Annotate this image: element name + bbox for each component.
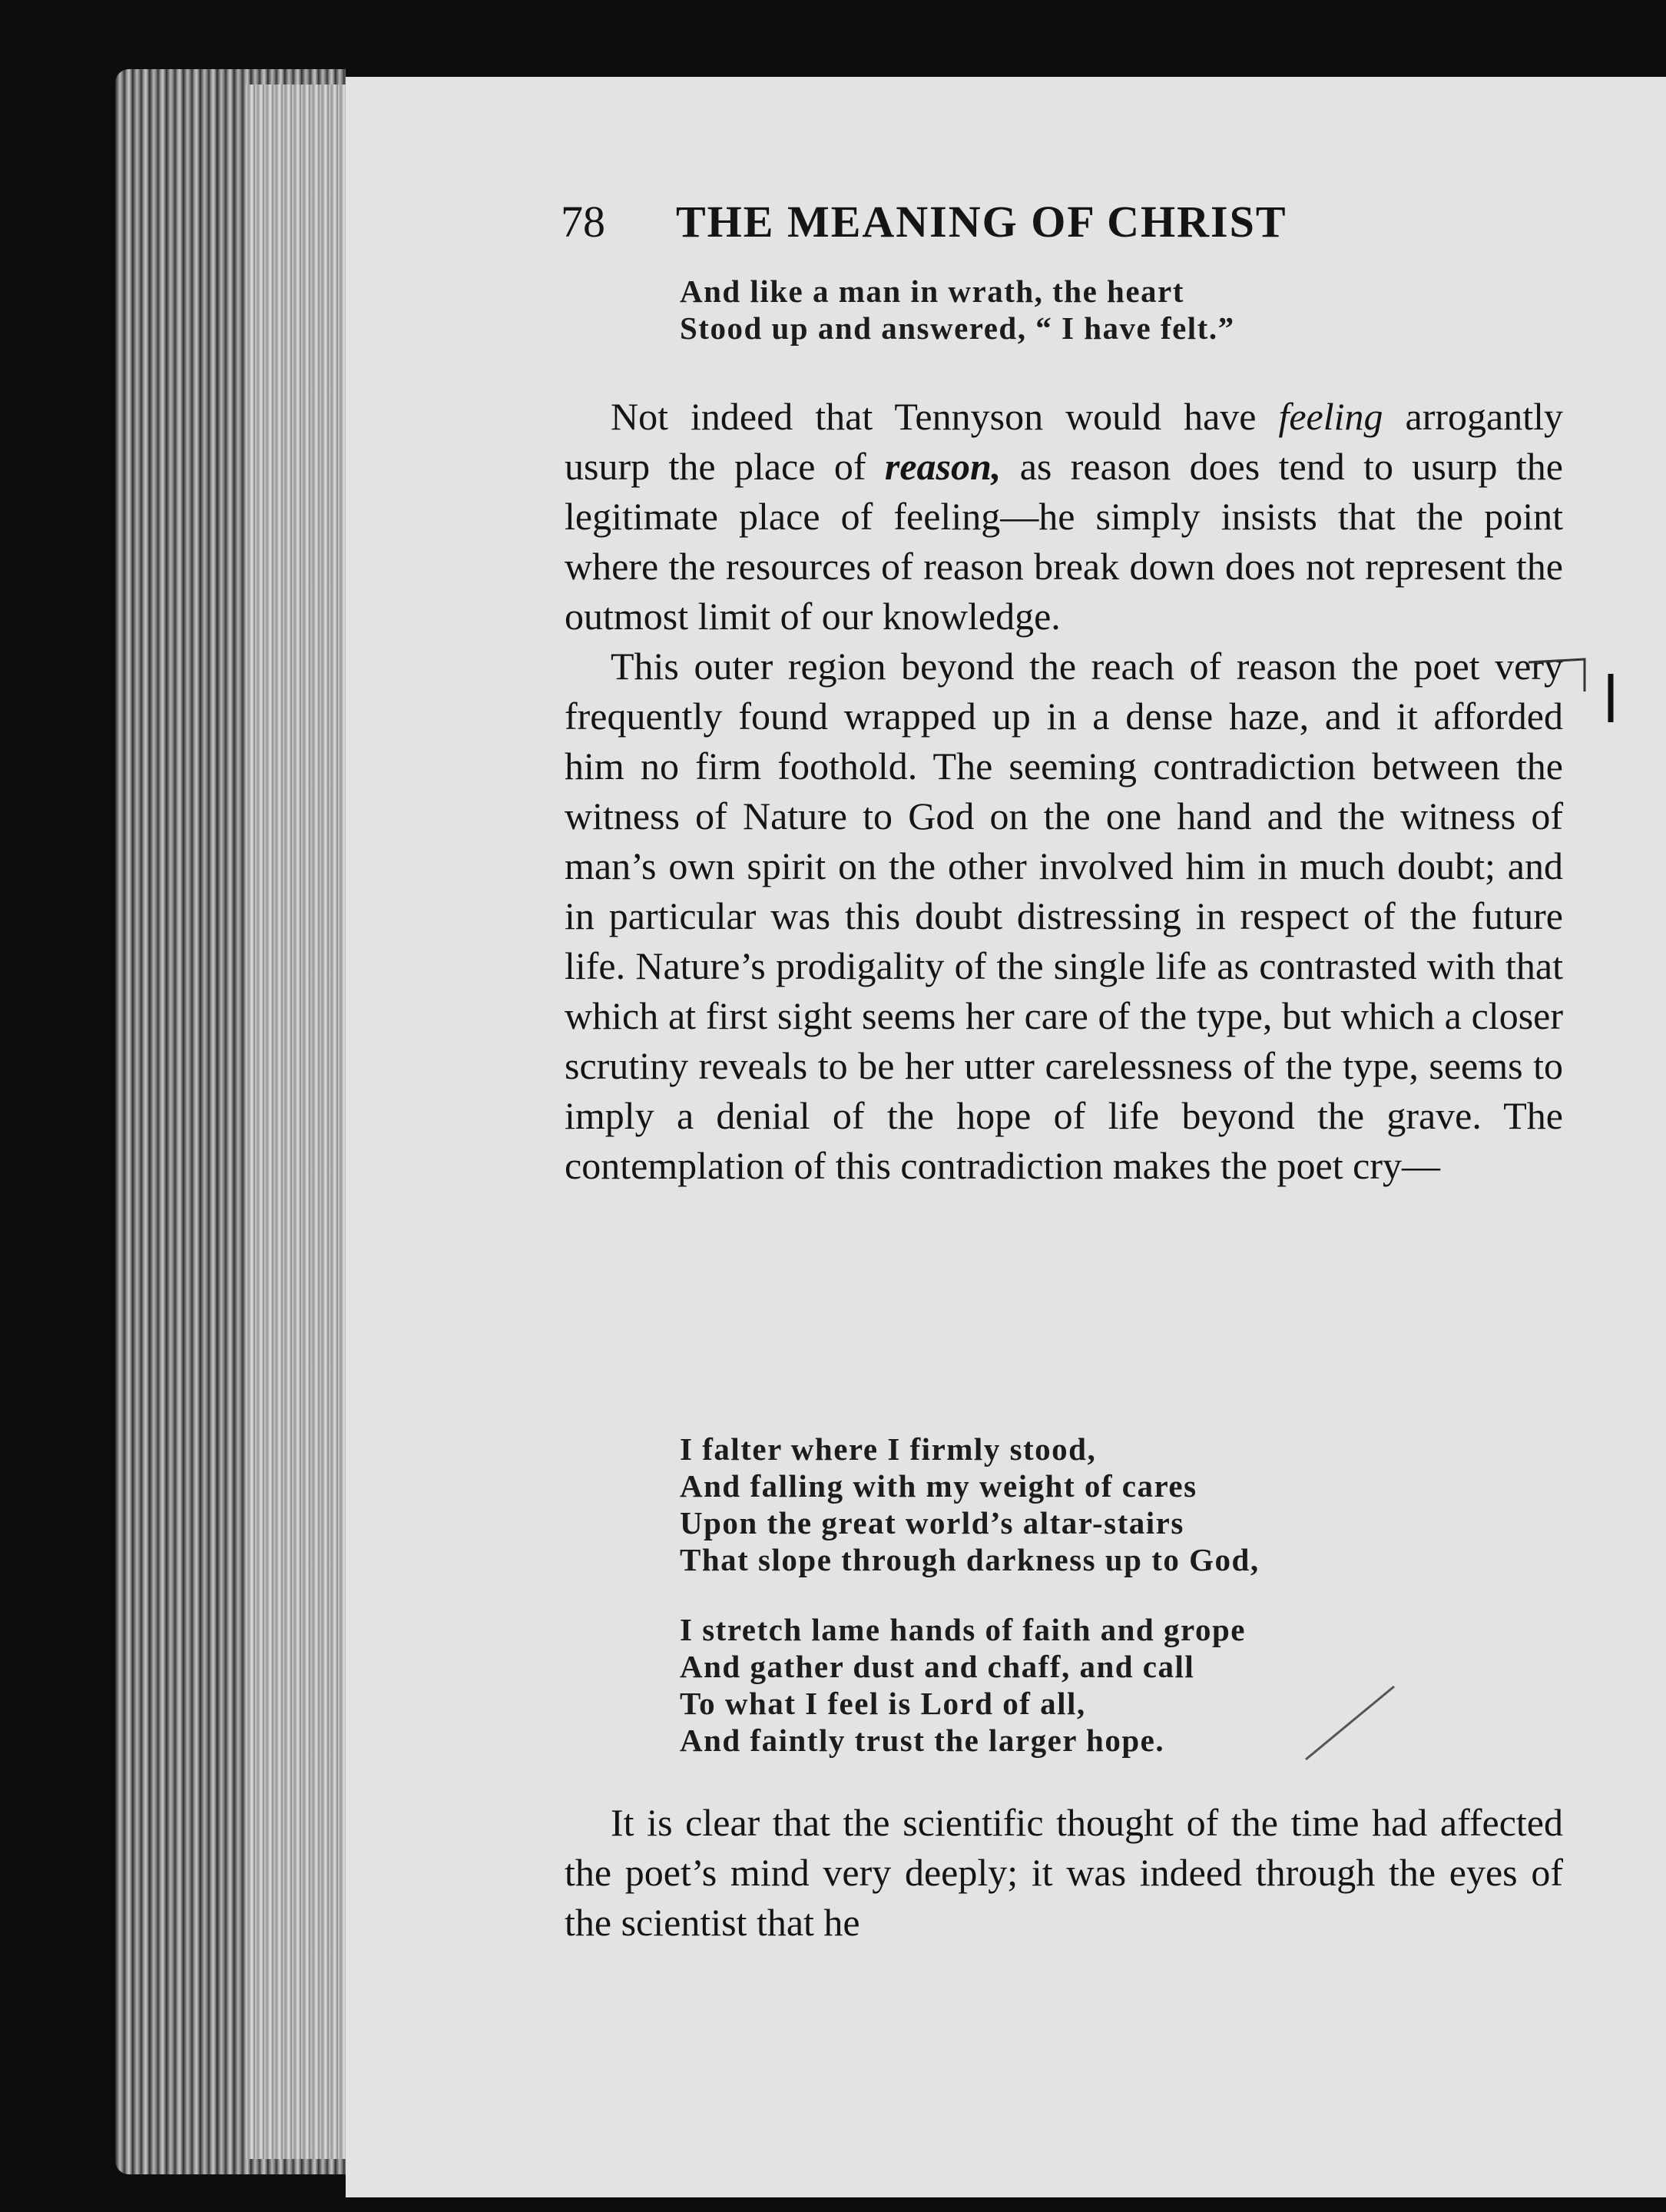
closing-text <box>565 1798 1563 1948</box>
paragraph-3: It is clear that the scientific thought of the time had affected the poet’s mind very deeply; it was indeed through the eyes of the scientist that he <box>565 1801 1563 1944</box>
paragraph-text: Not indeed that Tennyson would have <box>611 395 1279 438</box>
paragraph-1 <box>565 392 1563 642</box>
verse-line: And faintly trust the larger hope. <box>680 1723 1165 1758</box>
running-title: THE MEANING OF CHRIST <box>676 197 1287 247</box>
verse-line: And falling with my weight of cares <box>680 1468 1197 1504</box>
verse-line: And like a man in wrath, the heart <box>680 274 1184 309</box>
verse-line: That slope through darkness up to God, <box>680 1542 1260 1577</box>
page-number: 78 <box>561 197 605 247</box>
book-page-edges-inner <box>246 85 349 2159</box>
verse-quote-2-stanza-2 <box>680 1611 1246 1759</box>
paragraph-2: This outer region beyond the reach of reason the poet very frequently found wrapped up in a dense haze, and it afforded him no firm foothold. The seeming contradiction between the witness of Nature to God on the one hand and the witness of man’s own spirit on the other involved him in much doubt; and in particular was this doubt distressing in respect of the future life. Nature’s prodigality of the single life as contrasted with that which at first sight seems her care of the type, but which a closer scrutiny reveals to be her utter carelessness of the type, seems to imply a denial of the hope of life beyond the grave. The contemplation of this contradiction makes the poet cry— <box>565 645 1563 1187</box>
paragraph-text: as reason does tend to usurp the legitimate place of feeling—he simply insists that the point where the resources of reason break down does not represent the outmost limit of our knowledge. <box>565 445 1563 638</box>
verse-quote-2-stanza-1 <box>680 1431 1260 1578</box>
paragraph-text: arrogantly usurp the place of <box>565 395 1564 488</box>
running-header <box>561 196 1406 257</box>
verse-line: Upon the great world’s altar-stairs <box>680 1505 1184 1540</box>
verse-line: I stretch lame hands of faith and grope <box>680 1612 1246 1647</box>
verse-quote-1 <box>680 273 1235 347</box>
verse-line: And gather dust and chaff, and call <box>680 1649 1195 1684</box>
verse-line: To what I feel is Lord of all, <box>680 1686 1086 1721</box>
emphasis-feeling: feeling <box>1278 395 1383 438</box>
verse-line: I falter where I firmly stood, <box>680 1431 1097 1467</box>
emphasis-reason: reason, <box>884 445 1002 488</box>
verse-line: Stood up and answered, “ I have felt.” <box>680 310 1235 346</box>
body-text <box>565 392 1563 1191</box>
